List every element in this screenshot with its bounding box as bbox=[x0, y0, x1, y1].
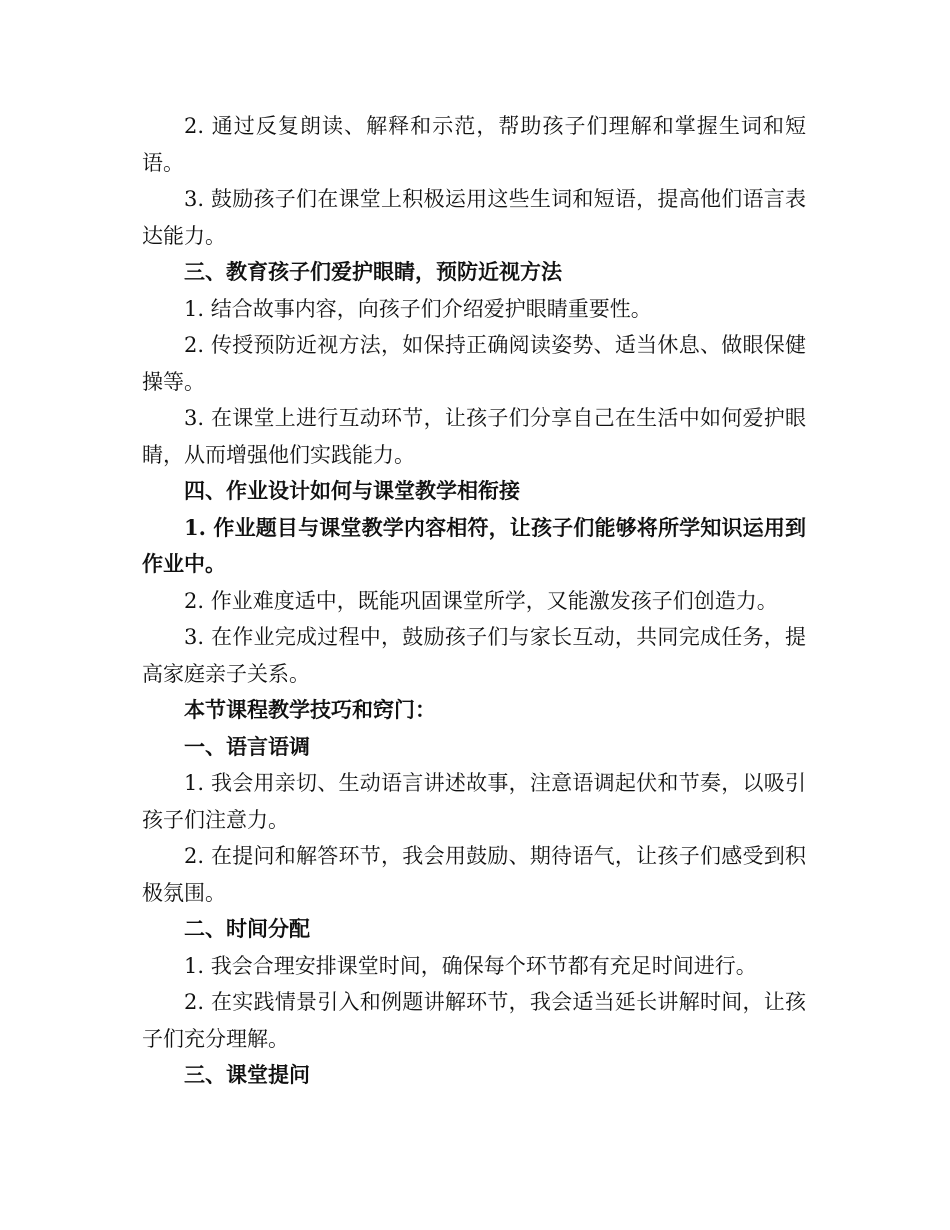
section-heading: 三、课堂提问 bbox=[184, 1062, 310, 1087]
paragraph: 2. 通过反复朗读、解释和示范，帮助孩子们理解和掌握生词和短语。 bbox=[142, 114, 806, 175]
paragraph: 3. 在课堂上进行互动环节，让孩子们分享自己在生活中如何爱护眼睛，从而增强他们实践能力。 bbox=[142, 406, 806, 467]
section-heading: 本节课程教学技巧和窍门： bbox=[184, 697, 436, 722]
paragraph-bold: 1. 作业题目与课堂教学内容相符，让孩子们能够将所学知识运用到作业中。 bbox=[142, 514, 806, 576]
section-heading: 二、时间分配 bbox=[184, 916, 310, 941]
paragraph: 2. 作业难度适中，既能巩固课堂所学，又能激发孩子们创造力。 bbox=[184, 588, 778, 613]
section-heading: 一、语言语调 bbox=[184, 733, 310, 759]
document-body bbox=[142, 108, 806, 1094]
paragraph: 2. 在提问和解答环节，我会用鼓励、期待语气，让孩子们感受到积极氛围。 bbox=[142, 844, 806, 905]
paragraph: 2. 在实践情景引入和例题讲解环节，我会适当延长讲解时间，让孩子们充分理解。 bbox=[142, 990, 806, 1051]
paragraph: 2. 传授预防近视方法，如保持正确阅读姿势、适当休息、做眼保健操等。 bbox=[142, 333, 806, 394]
section-heading: 三、教育孩子们爱护眼睛，预防近视方法 bbox=[184, 259, 562, 284]
paragraph: 1. 我会用亲切、生动语言讲述故事，注意语调起伏和节奏，以吸引孩子们注意力。 bbox=[142, 771, 806, 832]
paragraph: 1. 结合故事内容，向孩子们介绍爱护眼睛重要性。 bbox=[184, 296, 652, 321]
section-heading: 四、作业设计如何与课堂教学相衔接 bbox=[184, 478, 520, 503]
paragraph: 3. 鼓励孩子们在课堂上积极运用这些生词和短语，提高他们语言表达能力。 bbox=[142, 187, 806, 248]
paragraph: 3. 在作业完成过程中，鼓励孩子们与家长互动，共同完成任务，提高家庭亲子关系。 bbox=[142, 625, 806, 686]
paragraph: 1. 我会合理安排课堂时间，确保每个环节都有充足时间进行。 bbox=[184, 953, 757, 978]
